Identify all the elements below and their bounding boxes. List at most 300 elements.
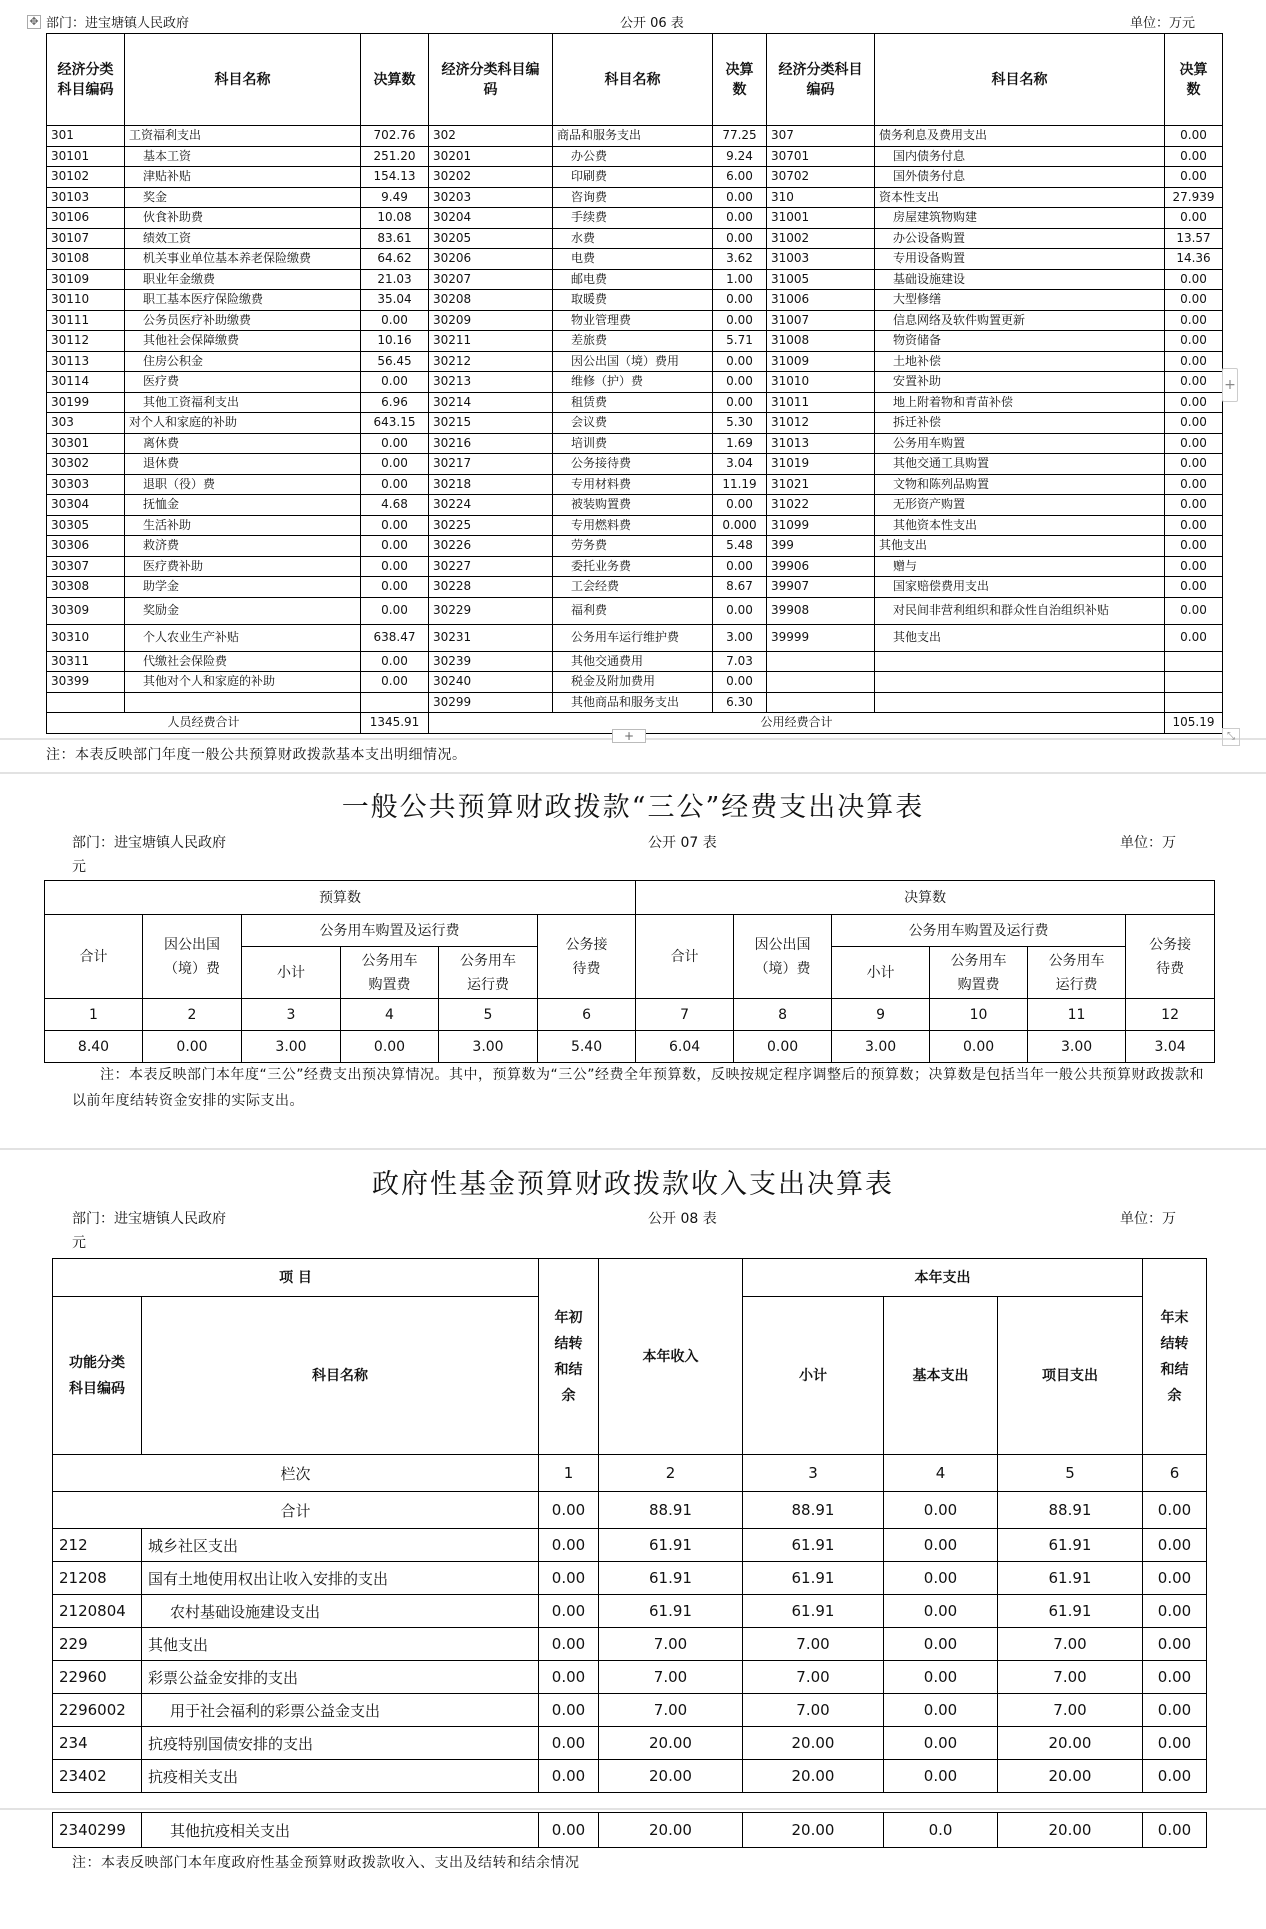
cell-name: 其他交通工具购置 xyxy=(875,454,1165,475)
project-expense-header: 项目支出 xyxy=(998,1297,1143,1455)
cell-value: 0.00 xyxy=(1165,331,1223,352)
cell-name: 专用燃料费 xyxy=(553,515,713,536)
cell-value: 0.00 xyxy=(1143,1562,1207,1595)
cell-name: 租赁费 xyxy=(553,392,713,413)
cell-code: 30113 xyxy=(47,351,125,372)
cell-code: 39999 xyxy=(767,624,875,651)
cell-value: 0.00 xyxy=(884,1529,998,1562)
cell-code: 30203 xyxy=(429,187,553,208)
column-number: 1 xyxy=(539,1455,599,1492)
cell-code: 30213 xyxy=(429,372,553,393)
cell-code: 30702 xyxy=(767,167,875,188)
cell-name: 取暖费 xyxy=(553,290,713,311)
cell-name: 国家赔偿费用支出 xyxy=(875,577,1165,598)
cell-value: 0.00 xyxy=(1143,1694,1207,1727)
cell-value: 0.00 xyxy=(1165,290,1223,311)
cell-name: 土地补偿 xyxy=(875,351,1165,372)
gov-fund-table-continued xyxy=(52,1812,1207,1848)
cell-value xyxy=(361,692,429,713)
cell-value: 0.00 xyxy=(539,1694,599,1727)
cell-value: 0.00 xyxy=(1165,536,1223,557)
value-cell: 3.00 xyxy=(242,1031,341,1063)
cell-value: 0.00 xyxy=(884,1661,998,1694)
income-header: 本年收入 xyxy=(599,1259,743,1455)
cell-code: 30309 xyxy=(47,597,125,624)
table-code-06: 公开 06 表 xyxy=(620,16,684,31)
cell-name: 伙食补助费 xyxy=(125,208,361,229)
cell-value: 0.00 xyxy=(884,1694,998,1727)
cell-code xyxy=(767,672,875,693)
header-cell: 决算数 xyxy=(713,34,767,126)
cell-code: 30212 xyxy=(429,351,553,372)
cell-value: 0.00 xyxy=(1165,392,1223,413)
cell-code: 30199 xyxy=(47,392,125,413)
cell-code: 30311 xyxy=(47,651,125,672)
cell-value: 0.00 xyxy=(1165,474,1223,495)
cell-name: 其他交通费用 xyxy=(553,651,713,672)
table-row xyxy=(47,692,1223,713)
cell-code: 30239 xyxy=(429,651,553,672)
cell-value: 0.00 xyxy=(539,1727,599,1760)
table-row xyxy=(53,1760,1207,1793)
cell-name: 手续费 xyxy=(553,208,713,229)
cell-value xyxy=(1165,651,1223,672)
cell-code: 30302 xyxy=(47,454,125,475)
column-number: 6 xyxy=(1143,1455,1207,1492)
cell-name: 对个人和家庭的补助 xyxy=(125,413,361,434)
table-row xyxy=(47,433,1223,454)
cell-name: 其他支出 xyxy=(875,624,1165,651)
cell-name: 物业管理费 xyxy=(553,310,713,331)
cell-value: 0.00 xyxy=(361,372,429,393)
cell-value: 0.00 xyxy=(713,495,767,516)
cell-value: 3.62 xyxy=(713,249,767,270)
col-car-run-header: 公务用车运行费 xyxy=(1028,947,1126,999)
column-number-row xyxy=(53,1455,1207,1492)
cell-name: 住房公积金 xyxy=(125,351,361,372)
cell-value: 0.000 xyxy=(713,515,767,536)
add-row-icon[interactable]: + xyxy=(612,729,646,743)
cell-code: 301 xyxy=(47,126,125,147)
table-row xyxy=(47,187,1223,208)
cell-value: 0.00 xyxy=(539,1760,599,1793)
table06-note: 注：本表反映部门年度一般公共预算财政拨款基本支出明细情况。 xyxy=(46,747,467,763)
cell-value: 0.00 xyxy=(1165,208,1223,229)
cell-value: 10.16 xyxy=(361,331,429,352)
table-row xyxy=(47,454,1223,475)
column-number: 8 xyxy=(734,999,832,1031)
cell-value: 61.91 xyxy=(998,1529,1143,1562)
cell-name: 印刷费 xyxy=(553,167,713,188)
cell-name: 基本工资 xyxy=(125,146,361,167)
cell-value: 0.00 xyxy=(361,433,429,454)
cell-value: 5.48 xyxy=(713,536,767,557)
cell-value: 0.00 xyxy=(1165,372,1223,393)
col-total-header: 合计 xyxy=(45,915,143,999)
cell-value: 56.45 xyxy=(361,351,429,372)
cell-code: 31005 xyxy=(767,269,875,290)
cell-code: 30109 xyxy=(47,269,125,290)
cell-code: 30201 xyxy=(429,146,553,167)
cell-value: 0.00 xyxy=(884,1562,998,1595)
code-header: 功能分类科目编码 xyxy=(53,1297,142,1455)
move-handle-icon[interactable]: ✥ xyxy=(27,15,41,29)
table-row xyxy=(47,413,1223,434)
table-row xyxy=(47,392,1223,413)
cell-name: 商品和服务支出 xyxy=(553,126,713,147)
cell-value: 0.00 xyxy=(713,290,767,311)
column-number: 12 xyxy=(1126,999,1215,1031)
cell-name: 农村基础设施建设支出 xyxy=(142,1595,539,1628)
cell-code: 31008 xyxy=(767,331,875,352)
col-abroad-header: 因公出国（境）费 xyxy=(143,915,242,999)
cell-value: 0.00 xyxy=(713,556,767,577)
header-cell: 科目名称 xyxy=(125,34,361,126)
table-row xyxy=(47,126,1223,147)
cell-name: 国有土地使用权出让收入安排的支出 xyxy=(142,1562,539,1595)
table-row xyxy=(47,351,1223,372)
cell-name: 国内债务付息 xyxy=(875,146,1165,167)
table08-title: 政府性基金预算财政拨款收入支出决算表 xyxy=(372,1169,894,1200)
cell-name: 奖金 xyxy=(125,187,361,208)
table-row xyxy=(47,474,1223,495)
value-cell: 0.00 xyxy=(143,1031,242,1063)
subtotal-header: 小计 xyxy=(743,1297,884,1455)
total-value: 88.91 xyxy=(743,1492,884,1529)
cell-value: 0.00 xyxy=(361,556,429,577)
page-divider xyxy=(0,1148,1266,1150)
cell-value: 251.20 xyxy=(361,146,429,167)
column-number: 10 xyxy=(930,999,1028,1031)
cell-value: 0.00 xyxy=(1143,1529,1207,1562)
cell-value: 20.00 xyxy=(743,1727,884,1760)
cell-name: 地上附着物和青苗补偿 xyxy=(875,392,1165,413)
cell-value: 0.00 xyxy=(713,372,767,393)
cell-code: 30308 xyxy=(47,577,125,598)
cell-value: 20.00 xyxy=(998,1813,1143,1848)
table-row xyxy=(47,577,1223,598)
cell-value: 7.00 xyxy=(599,1628,743,1661)
cell-name: 工资福利支出 xyxy=(125,126,361,147)
column-number: 7 xyxy=(636,999,734,1031)
cell-code: 31013 xyxy=(767,433,875,454)
column-number: 5 xyxy=(439,999,538,1031)
cell-value: 20.00 xyxy=(998,1727,1143,1760)
header-cell: 科目名称 xyxy=(553,34,713,126)
header-cell: 决算数 xyxy=(1165,34,1223,126)
cell-name: 代缴社会保险费 xyxy=(125,651,361,672)
cell-name: 退职（役）费 xyxy=(125,474,361,495)
cell-name: 抗疫相关支出 xyxy=(142,1760,539,1793)
cell-value: 0.00 xyxy=(713,392,767,413)
total-value: 0.00 xyxy=(884,1492,998,1529)
cell-code: 31001 xyxy=(767,208,875,229)
cell-value: 0.00 xyxy=(713,672,767,693)
table-row xyxy=(53,1529,1207,1562)
cell-name: 差旅费 xyxy=(553,331,713,352)
cell-value: 0.00 xyxy=(1143,1661,1207,1694)
cell-code: 31019 xyxy=(767,454,875,475)
cell-code: 30299 xyxy=(429,692,553,713)
cell-value: 1.00 xyxy=(713,269,767,290)
cell-name: 资本性支出 xyxy=(875,187,1165,208)
cell-value: 20.00 xyxy=(599,1760,743,1793)
three-public-expense-table xyxy=(44,880,1215,1063)
table-row xyxy=(47,310,1223,331)
cell-code: 303 xyxy=(47,413,125,434)
cell-value: 10.08 xyxy=(361,208,429,229)
col-car-run-header: 公务用车运行费 xyxy=(439,947,538,999)
value-cell: 8.40 xyxy=(45,1031,143,1063)
add-column-icon[interactable]: + xyxy=(1222,368,1238,402)
cell-code: 30216 xyxy=(429,433,553,454)
table-row xyxy=(47,249,1223,270)
cell-value: 0.0 xyxy=(884,1813,998,1848)
total-label: 合计 xyxy=(53,1492,539,1529)
cell-value: 14.36 xyxy=(1165,249,1223,270)
value-cell: 0.00 xyxy=(734,1031,832,1063)
column-number: 4 xyxy=(884,1455,998,1492)
cell-code: 31003 xyxy=(767,249,875,270)
cell-code: 31012 xyxy=(767,413,875,434)
cell-code: 30110 xyxy=(47,290,125,311)
column-number: 1 xyxy=(45,999,143,1031)
cell-name: 赠与 xyxy=(875,556,1165,577)
cell-value: 0.00 xyxy=(1165,126,1223,147)
cell-name: 大型修缮 xyxy=(875,290,1165,311)
cell-value: 77.25 xyxy=(713,126,767,147)
begin-balance-header: 年初结转和结余 xyxy=(539,1259,599,1455)
cell-value: 0.00 xyxy=(539,1562,599,1595)
cell-value: 83.61 xyxy=(361,228,429,249)
cell-value: 0.00 xyxy=(539,1661,599,1694)
cell-code: 307 xyxy=(767,126,875,147)
column-number: 11 xyxy=(1028,999,1126,1031)
dept-label-06: 部门：进宝塘镇人民政府 xyxy=(46,16,190,31)
cell-value: 0.00 xyxy=(1165,433,1223,454)
resize-handle-icon[interactable]: ⤡ xyxy=(1222,728,1240,746)
name-header: 科目名称 xyxy=(142,1297,539,1455)
cell-value: 0.00 xyxy=(1143,1595,1207,1628)
cell-code: 2340299 xyxy=(53,1813,142,1848)
end-balance-header: 年末结转和结余 xyxy=(1143,1259,1207,1455)
budget-group-header: 预算数 xyxy=(45,881,636,915)
cell-name: 医疗费 xyxy=(125,372,361,393)
table-row xyxy=(47,672,1223,693)
cell-value xyxy=(1165,692,1223,713)
cell-name: 其他对个人和家庭的补助 xyxy=(125,672,361,693)
cell-value: 7.03 xyxy=(713,651,767,672)
table-row xyxy=(47,624,1223,651)
cell-name: 电费 xyxy=(553,249,713,270)
cell-code: 399 xyxy=(767,536,875,557)
cell-value: 61.91 xyxy=(998,1595,1143,1628)
cell-value: 61.91 xyxy=(743,1562,884,1595)
cell-value: 61.91 xyxy=(599,1595,743,1628)
column-number: 5 xyxy=(998,1455,1143,1492)
cell-name: 城乡社区支出 xyxy=(142,1529,539,1562)
dept-label-08: 部门：进宝塘镇人民政府 xyxy=(72,1211,226,1227)
cell-code: 30208 xyxy=(429,290,553,311)
cell-value: 0.00 xyxy=(539,1595,599,1628)
table-row xyxy=(47,146,1223,167)
cell-name: 税金及附加费用 xyxy=(553,672,713,693)
value-cell: 3.00 xyxy=(832,1031,930,1063)
cell-code: 30226 xyxy=(429,536,553,557)
cell-value: 0.00 xyxy=(884,1727,998,1760)
col-car-buy-header: 公务用车购置费 xyxy=(341,947,439,999)
cell-value: 7.00 xyxy=(743,1628,884,1661)
cell-name: 专用材料费 xyxy=(553,474,713,495)
cell-value: 0.00 xyxy=(1165,413,1223,434)
table-row xyxy=(47,331,1223,352)
cell-name: 其他工资福利支出 xyxy=(125,392,361,413)
cell-name: 公务员医疗补助缴费 xyxy=(125,310,361,331)
cell-value: 0.00 xyxy=(884,1628,998,1661)
cell-name: 其他抗疫相关支出 xyxy=(142,1813,539,1848)
cell-value: 7.00 xyxy=(743,1661,884,1694)
cell-name: 劳务费 xyxy=(553,536,713,557)
cell-name: 公务用车运行维护费 xyxy=(553,624,713,651)
cell-name: 会议费 xyxy=(553,413,713,434)
table-row xyxy=(53,1595,1207,1628)
table07-title: 一般公共预算财政拨款“三公”经费支出决算表 xyxy=(341,792,925,823)
cell-value: 61.91 xyxy=(599,1529,743,1562)
cell-value: 5.30 xyxy=(713,413,767,434)
table-row xyxy=(47,228,1223,249)
header-cell: 科目名称 xyxy=(875,34,1165,126)
gov-fund-table xyxy=(52,1258,1207,1793)
cell-name: 房屋建筑物购建 xyxy=(875,208,1165,229)
cell-code: 31011 xyxy=(767,392,875,413)
cell-name xyxy=(125,692,361,713)
column-number: 3 xyxy=(242,999,341,1031)
cell-value: 0.00 xyxy=(361,536,429,557)
cell-code: 23402 xyxy=(53,1760,142,1793)
table-row xyxy=(53,1813,1207,1848)
cell-name: 抗疫特别国债安排的支出 xyxy=(142,1727,539,1760)
cell-value: 0.00 xyxy=(1165,515,1223,536)
cell-name: 公务用车购置 xyxy=(875,433,1165,454)
cell-name: 机关事业单位基本养老保险缴费 xyxy=(125,249,361,270)
cell-code: 30224 xyxy=(429,495,553,516)
cell-value: 61.91 xyxy=(998,1562,1143,1595)
cell-code: 30107 xyxy=(47,228,125,249)
cell-value: 20.00 xyxy=(743,1813,884,1848)
cell-value: 0.00 xyxy=(884,1595,998,1628)
cell-value: 6.30 xyxy=(713,692,767,713)
cell-code: 30218 xyxy=(429,474,553,495)
table-row xyxy=(47,515,1223,536)
header-cell: 经济分类科目编码 xyxy=(429,34,553,126)
table07-note: 注：本表反映部门本年度“三公”经费支出预决算情况。其中，预算数为“三公”经费全年预算数，反映按规定程序调整后的预算数；决算数是包括当年一般公共预算财政拨款和以前年度结转资金安排的实际支出。 xyxy=(72,1067,1205,1109)
value-cell: 6.04 xyxy=(636,1031,734,1063)
cell-value: 0.00 xyxy=(361,672,429,693)
col-reception-header: 公务接待费 xyxy=(1126,915,1215,999)
cell-value: 8.67 xyxy=(713,577,767,598)
cell-value: 0.00 xyxy=(713,351,767,372)
total-value: 0.00 xyxy=(1143,1492,1207,1529)
cell-name: 专用设备购置 xyxy=(875,249,1165,270)
cell-code: 30214 xyxy=(429,392,553,413)
cell-code: 302 xyxy=(429,126,553,147)
cell-name xyxy=(875,651,1165,672)
cell-name: 救济费 xyxy=(125,536,361,557)
cell-value: 0.00 xyxy=(1143,1813,1207,1848)
unit-wrap-07: 元 xyxy=(72,859,86,875)
cell-code: 30225 xyxy=(429,515,553,536)
cell-code: 30202 xyxy=(429,167,553,188)
cell-name: 对民间非营利组织和群众性自治组织补贴 xyxy=(875,597,1165,624)
column-number-row xyxy=(45,999,1215,1031)
cell-name: 培训费 xyxy=(553,433,713,454)
cell-name: 离休费 xyxy=(125,433,361,454)
cell-code: 212 xyxy=(53,1529,142,1562)
col-car-buy-header: 公务用车购置费 xyxy=(930,947,1028,999)
cell-name: 基础设施建设 xyxy=(875,269,1165,290)
cell-value: 13.57 xyxy=(1165,228,1223,249)
cell-value: 9.49 xyxy=(361,187,429,208)
final-group-header: 决算数 xyxy=(636,881,1215,915)
page-divider xyxy=(0,1808,1266,1810)
unit-label-08: 单位：万 xyxy=(1120,1211,1176,1227)
cell-code: 30106 xyxy=(47,208,125,229)
cell-code: 30103 xyxy=(47,187,125,208)
cell-value: 3.04 xyxy=(713,454,767,475)
cell-value: 11.19 xyxy=(713,474,767,495)
cell-value: 0.00 xyxy=(361,474,429,495)
cell-value: 7.00 xyxy=(743,1694,884,1727)
cell-value: 0.00 xyxy=(1143,1760,1207,1793)
cell-code: 30303 xyxy=(47,474,125,495)
value-cell: 3.04 xyxy=(1126,1031,1215,1063)
cell-name: 委托业务费 xyxy=(553,556,713,577)
table-row xyxy=(47,167,1223,188)
cell-name: 工会经费 xyxy=(553,577,713,598)
column-number: 2 xyxy=(143,999,242,1031)
cell-value: 0.00 xyxy=(1165,146,1223,167)
cell-code: 30217 xyxy=(429,454,553,475)
cell-value: 0.00 xyxy=(1165,556,1223,577)
cell-name: 其他资本性支出 xyxy=(875,515,1165,536)
table-code-08: 公开 08 表 xyxy=(648,1211,717,1227)
cell-name: 因公出国（境）费用 xyxy=(553,351,713,372)
header-cell: 经济分类科目编码 xyxy=(47,34,125,126)
basic-expense-table xyxy=(46,33,1223,734)
cell-code: 31007 xyxy=(767,310,875,331)
cell-code: 30701 xyxy=(767,146,875,167)
cell-code: 30209 xyxy=(429,310,553,331)
cell-code: 30399 xyxy=(47,672,125,693)
cell-value: 20.00 xyxy=(998,1760,1143,1793)
cell-code: 30114 xyxy=(47,372,125,393)
cell-value: 20.00 xyxy=(743,1760,884,1793)
cell-value: 7.00 xyxy=(998,1628,1143,1661)
cell-value: 7.00 xyxy=(998,1661,1143,1694)
cell-value: 1.69 xyxy=(713,433,767,454)
cell-value: 0.00 xyxy=(361,310,429,331)
column-number: 3 xyxy=(743,1455,884,1492)
cell-value: 7.00 xyxy=(599,1661,743,1694)
table-row xyxy=(47,208,1223,229)
cell-code: 31009 xyxy=(767,351,875,372)
cell-code: 31021 xyxy=(767,474,875,495)
cell-name: 奖励金 xyxy=(125,597,361,624)
cell-value: 5.71 xyxy=(713,331,767,352)
value-row xyxy=(45,1031,1215,1063)
cell-name: 国外债务付息 xyxy=(875,167,1165,188)
cell-code: 30211 xyxy=(429,331,553,352)
